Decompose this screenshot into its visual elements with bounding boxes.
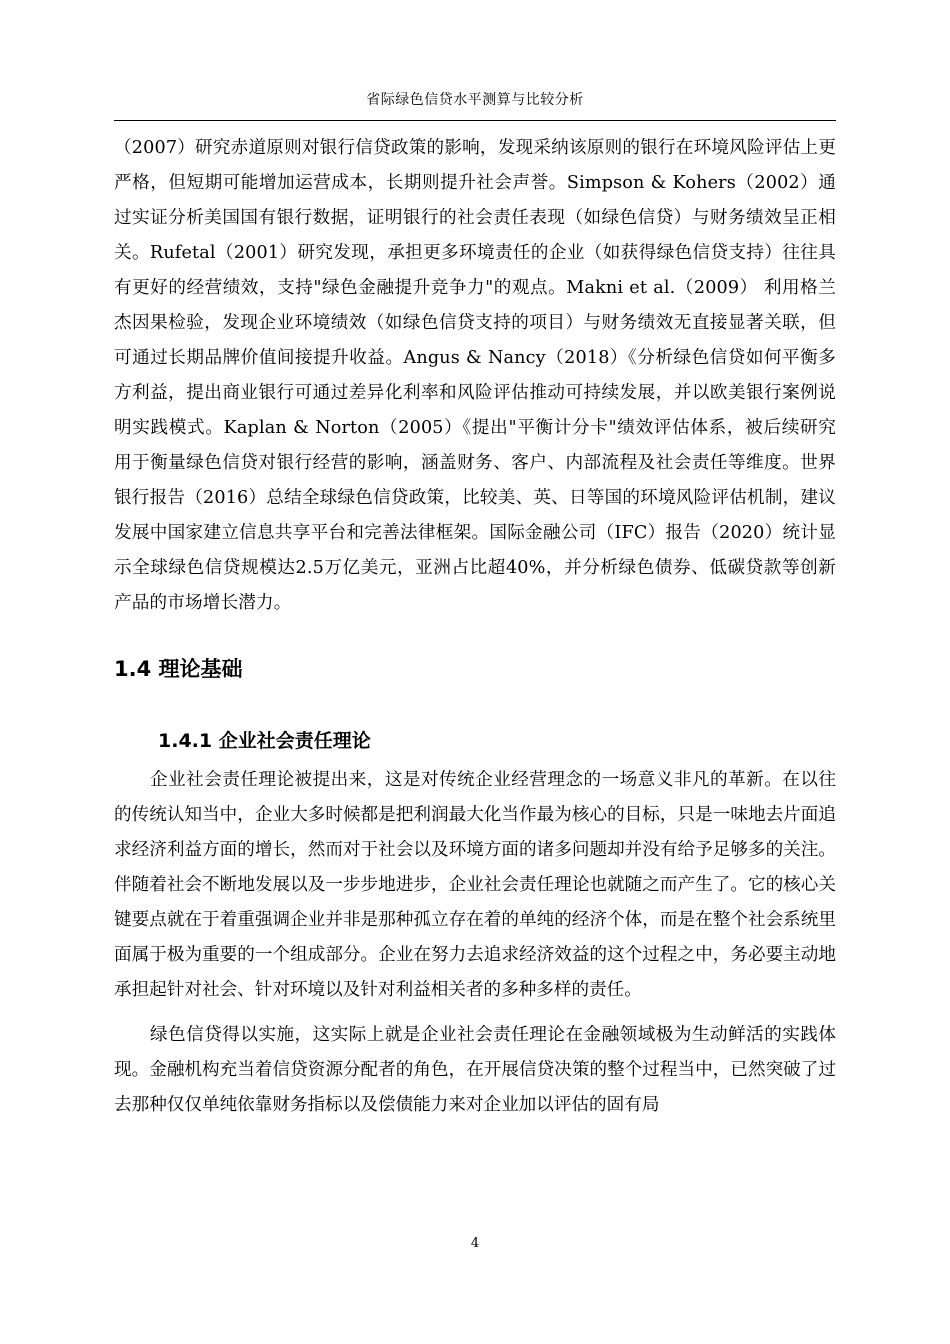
csr-theory-paragraph: 企业社会责任理论被提出来，这是对传统企业经营理念的一场意义非凡的革新。在以往的传统认知当中，企业大多时候都是把利润最大化当作最为核心的目标，只是一味地去片面追求经济利益方面的增长，然而对于社会以及环境方面的诸多问题却并没有给予足够多的关注。伴随着社会不断地发展以及一步步地进步，企业社会责任理论也就随之而产生了。它的核心关键要点就在于着重强调企业并非是那种孤立存在着的单纯的经济个体，而是在整个社会系统里面属于极为重要的一个组成部分。企业在努力去追求经济效益的这个过程之中，务必要主动地承担起针对社会、针对环境以及针对利益相关者的多种多样的责任。 bbox=[114, 770, 836, 1000]
section-heading: 1.4 理论基础 bbox=[114, 657, 243, 681]
page-body bbox=[114, 131, 836, 1123]
green-credit-paragraph: 绿色信贷得以实施，这实际上就是企业社会责任理论在金融领域极为生动鲜活的实践体现。金融机构充当着信贷资源分配者的角色，在开展信贷决策的整个过程当中，已然突破了过去那种仅仅单纯依靠财务指标以及偿债能力来对企业加以评估的固有局 bbox=[114, 1025, 836, 1115]
literature-review-paragraph: （2007）研究赤道原则对银行信贷政策的影响，发现采纳该原则的银行在环境风险评估上更严格，但短期可能增加运营成本，长期则提升社会声誉。Simpson & Kohers（2002）通过实证分析美国国有银行数据，证明银行的社会责任表现（如绿色信贷）与财务绩效呈正相关。Rufetal（2001）研究发现，承担更多环境责任的企业（如获得绿色信贷支持）往往具有更好的经营绩效，支持"绿色金融提升竞争力"的观点。Makni et al.（2009） 利用格兰杰因果检验，发现企业环境绩效（如绿色信贷支持的项目）与财务绩效无直接显著关联，但可通过长期品牌价值间接提升收益。Angus & Nancy（2018）《分析绿色信贷如何平衡多方利益，提出商业银行可通过差异化利率和风险评估推动可持续发展，并以欧美银行案例说明实践模式。Kaplan & Norton（2005）《提出"平衡计分卡"绩效评估体系，被后续研究用于衡量绿色信贷对银行经营的影响，涵盖财务、客户、内部流程及社会责任等维度。世界银行报告（2016）总结全球绿色信贷政策，比较美、英、日等国的环境风险评估机制，建议发展中国家建立信息共享平台和完善法律框架。国际金融公司（IFC）报告（2020）统计显示全球绿色信贷规模达2.5万亿美元，亚洲占比超40%，并分析绿色债券、低碳贷款等创新产品的市场增长潜力。 bbox=[114, 138, 836, 613]
page-number: 4 bbox=[470, 1236, 480, 1251]
subsection-heading: 1.4.1 企业社会责任理论 bbox=[158, 730, 371, 752]
header-rule bbox=[114, 120, 836, 121]
running-header: 省际绿色信贷水平测算与比较分析 bbox=[366, 92, 584, 108]
